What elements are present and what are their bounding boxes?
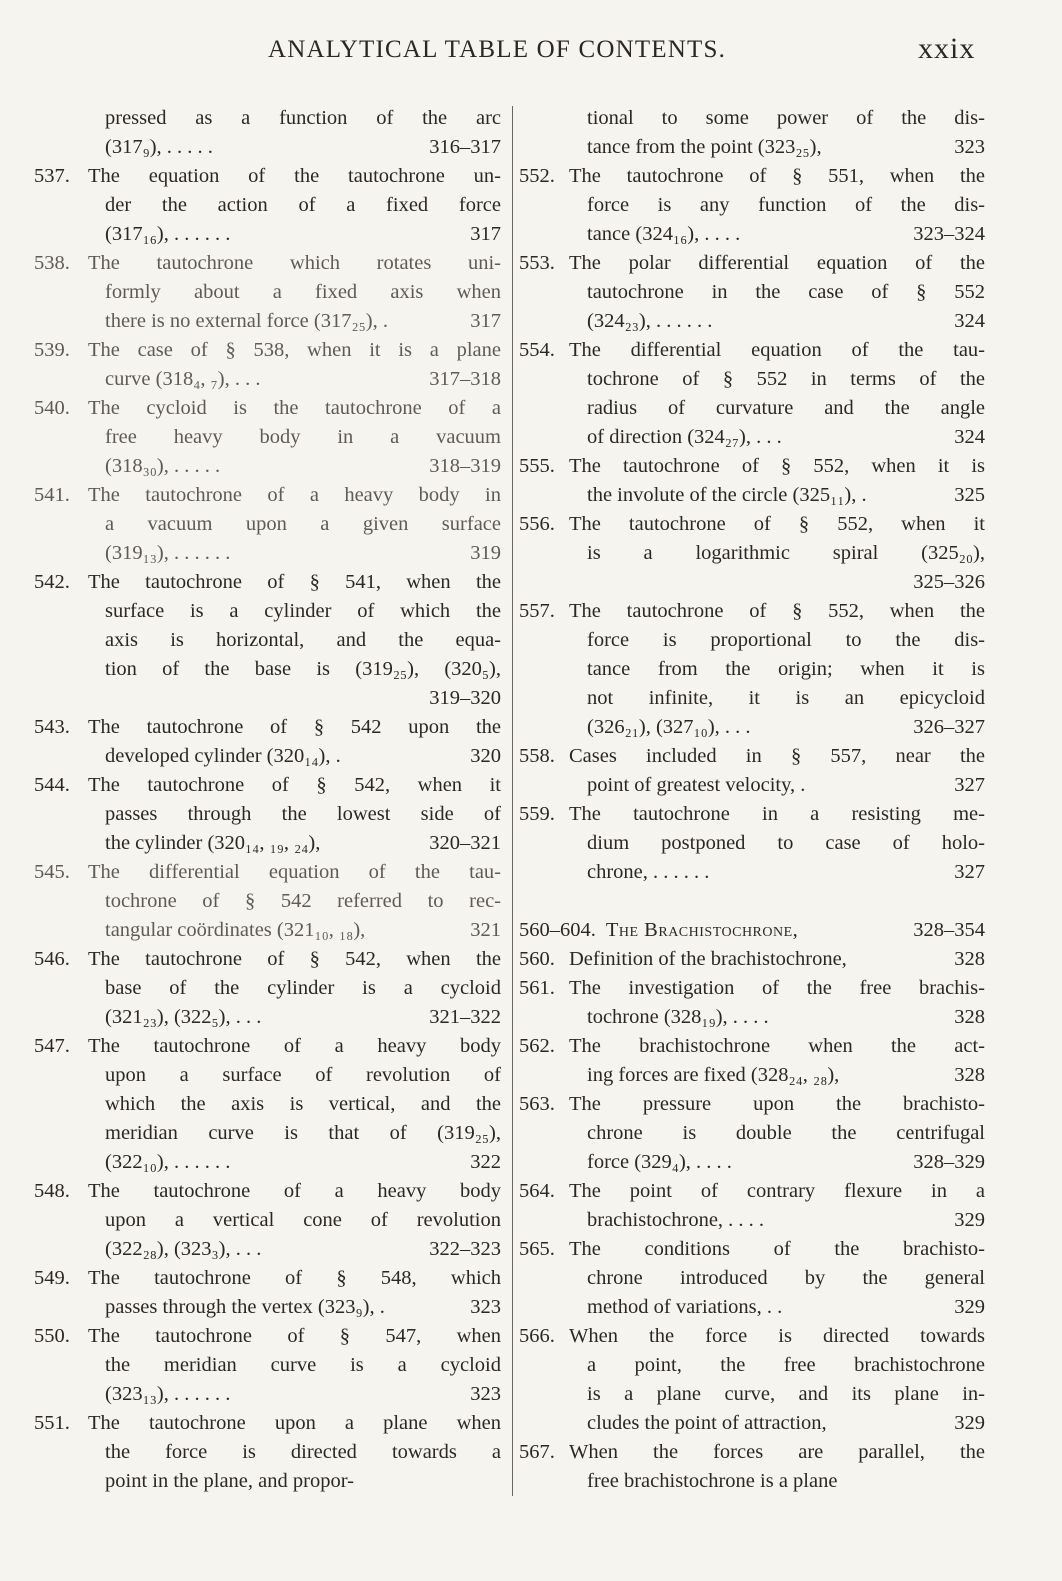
toc-entry bbox=[519, 104, 985, 162]
toc-entry bbox=[519, 916, 985, 945]
entry-number: 558. bbox=[519, 745, 555, 767]
entry-text: (323₁₃), . . . . . . bbox=[105, 1383, 231, 1405]
toc-entry bbox=[34, 713, 501, 771]
toc-entry bbox=[34, 394, 501, 481]
entry-number: 537. bbox=[34, 165, 70, 187]
page-reference: 329 bbox=[954, 1209, 985, 1231]
toc-line bbox=[519, 974, 985, 1003]
entry-text: tochrone of § 542 referred to rec- bbox=[105, 890, 501, 912]
page-reference: 328 bbox=[954, 1006, 985, 1028]
toc-line bbox=[34, 539, 501, 568]
entry-number: 560–604. bbox=[519, 919, 596, 941]
toc-line bbox=[519, 1177, 985, 1206]
toc-line bbox=[519, 191, 985, 220]
entry-number: 564. bbox=[519, 1180, 555, 1202]
right-column bbox=[519, 104, 985, 1496]
toc-line bbox=[519, 1380, 985, 1409]
toc-line bbox=[519, 1264, 985, 1293]
left-column bbox=[34, 104, 501, 1496]
page-reference: 329 bbox=[954, 1412, 985, 1434]
toc-line bbox=[34, 1148, 501, 1177]
page-reference: 324 bbox=[954, 310, 985, 332]
toc-line bbox=[519, 1090, 985, 1119]
toc-entry bbox=[519, 336, 985, 452]
entry-text: developed cylinder (320₁₄), . bbox=[105, 745, 341, 767]
toc-line bbox=[519, 1438, 985, 1467]
toc-line bbox=[519, 1061, 985, 1090]
entry-text: force (329₄), . . . . bbox=[587, 1151, 732, 1173]
toc-line bbox=[34, 307, 501, 336]
entry-number: 559. bbox=[519, 803, 555, 825]
toc-line bbox=[519, 510, 985, 539]
toc-line bbox=[34, 1467, 501, 1496]
toc-line bbox=[519, 771, 985, 800]
entry-text: the involute of the circle (325₁₁), . bbox=[587, 484, 867, 506]
toc-entry bbox=[34, 858, 501, 945]
entry-text: The tautochrone of a heavy body in bbox=[88, 484, 501, 506]
toc-line bbox=[34, 887, 501, 916]
toc-line bbox=[34, 1293, 501, 1322]
entry-number: 565. bbox=[519, 1238, 555, 1260]
toc-line bbox=[34, 800, 501, 829]
toc-entry bbox=[519, 800, 985, 887]
page-reference: 319–320 bbox=[429, 687, 501, 709]
toc-entry bbox=[519, 1235, 985, 1322]
entry-number: 546. bbox=[34, 948, 70, 970]
toc-line bbox=[519, 365, 985, 394]
entry-text: tional to some power of the dis- bbox=[587, 107, 985, 129]
toc-line bbox=[34, 1351, 501, 1380]
entry-number: 557. bbox=[519, 600, 555, 622]
toc-line bbox=[34, 394, 501, 423]
page-reference: 325 bbox=[954, 484, 985, 506]
entry-text: (322₁₀), . . . . . . bbox=[105, 1151, 231, 1173]
entry-text: chrone introduced by the general bbox=[587, 1267, 985, 1289]
toc-line bbox=[519, 713, 985, 742]
entry-text: (319₁₃), . . . . . . bbox=[105, 542, 231, 564]
toc-line bbox=[34, 1206, 501, 1235]
page-reference: 328–354 bbox=[913, 919, 985, 941]
entry-number: 544. bbox=[34, 774, 70, 796]
entry-text: The tautochrone of § 552, when it bbox=[569, 513, 985, 535]
entry-text: a point, the free brachistochrone bbox=[587, 1354, 985, 1376]
toc-entry bbox=[519, 510, 985, 597]
page-reference: 324 bbox=[954, 426, 985, 448]
toc-entry bbox=[519, 249, 985, 336]
entry-text: The tautochrone of § 542 upon the bbox=[88, 716, 501, 738]
page-reference: 323 bbox=[470, 1383, 501, 1405]
toc-line bbox=[519, 249, 985, 278]
toc-line bbox=[519, 800, 985, 829]
entry-text: The tautochrone of § 548, which bbox=[88, 1267, 501, 1289]
page-reference: 323–324 bbox=[913, 223, 985, 245]
entry-text: tion of the base is (319₂₅), (320₅), bbox=[105, 658, 501, 680]
entry-text: dium postponed to case of holo- bbox=[587, 832, 985, 854]
toc-line bbox=[519, 336, 985, 365]
section-gap bbox=[519, 887, 985, 916]
entry-text: The tautochrone of § 547, when bbox=[88, 1325, 501, 1347]
entry-text: When the force is directed towards bbox=[569, 1325, 985, 1347]
toc-line bbox=[519, 1351, 985, 1380]
entry-text: The tautochrone upon a plane when bbox=[88, 1412, 501, 1434]
toc-entry bbox=[34, 1264, 501, 1322]
entry-text: ing forces are fixed (328₂₄, ₂₈), bbox=[587, 1064, 840, 1086]
toc-entry bbox=[519, 887, 985, 916]
page-reference: 320 bbox=[470, 745, 501, 767]
entry-text: The cycloid is the tautochrone of a bbox=[88, 397, 501, 419]
entry-text: tangular coördinates (321₁₀, ₁₈), bbox=[105, 919, 366, 941]
entry-text: tochrone of § 552 in terms of the bbox=[587, 368, 985, 390]
entry-text: The pressure upon the brachisto- bbox=[569, 1093, 985, 1115]
entry-text: force is any function of the dis- bbox=[587, 194, 985, 216]
entry-text: tance (324₁₆), . . . . bbox=[587, 223, 741, 245]
page-reference: 317–318 bbox=[429, 368, 501, 390]
toc-line bbox=[519, 742, 985, 771]
toc-line bbox=[34, 133, 501, 162]
toc-entry bbox=[34, 945, 501, 1032]
page-reference: 318–319 bbox=[429, 455, 501, 477]
entry-text: surface is a cylinder of which the bbox=[105, 600, 501, 622]
toc-line bbox=[34, 742, 501, 771]
page-reference: 321 bbox=[470, 919, 501, 941]
entry-number: 539. bbox=[34, 339, 70, 361]
page-reference: 329 bbox=[954, 1296, 985, 1318]
toc-line bbox=[34, 568, 501, 597]
entry-text: tautochrone in the case of § 552 bbox=[587, 281, 985, 303]
toc-line bbox=[519, 568, 985, 597]
toc-line bbox=[34, 220, 501, 249]
entry-text: the cylinder (320₁₄, ₁₉, ₂₄), bbox=[105, 832, 321, 854]
toc-entry bbox=[519, 945, 985, 974]
entry-text: of direction (324₂₇), . . . bbox=[587, 426, 782, 448]
toc-line bbox=[34, 1322, 501, 1351]
entry-text: der the action of a fixed force bbox=[105, 194, 501, 216]
entry-number: 553. bbox=[519, 252, 555, 274]
page-reference: 317 bbox=[470, 310, 501, 332]
entry-text: point in the plane, and propor- bbox=[105, 1470, 354, 1492]
toc-line bbox=[34, 1235, 501, 1264]
toc-line bbox=[519, 1409, 985, 1438]
toc-line bbox=[34, 191, 501, 220]
toc-entry bbox=[34, 771, 501, 858]
entry-text: formly about a fixed axis when bbox=[105, 281, 501, 303]
entry-text: passes through the vertex (323₉), . bbox=[105, 1296, 385, 1318]
page-reference: 325–326 bbox=[913, 571, 985, 593]
entry-number: 543. bbox=[34, 716, 70, 738]
entry-text: The tautochrone of § 541, when the bbox=[88, 571, 501, 593]
toc-line bbox=[519, 307, 985, 336]
entry-text: The equation of the tautochrone un- bbox=[88, 165, 501, 187]
toc-line bbox=[34, 336, 501, 365]
entry-number: 548. bbox=[34, 1180, 70, 1202]
toc-line bbox=[34, 1003, 501, 1032]
toc-line bbox=[519, 394, 985, 423]
entry-text: which the axis is vertical, and the bbox=[105, 1093, 501, 1115]
toc-entry bbox=[519, 1090, 985, 1177]
toc-line bbox=[519, 1148, 985, 1177]
entry-text: pressed as a function of the arc bbox=[105, 107, 501, 129]
entry-number: 562. bbox=[519, 1035, 555, 1057]
entry-text: The tautochrone in a resisting me- bbox=[569, 803, 985, 825]
toc-entry bbox=[34, 104, 501, 162]
entry-text: The case of § 538, when it is a plane bbox=[88, 339, 501, 361]
page-reference: 323 bbox=[470, 1296, 501, 1318]
entry-text: The tautochrone of a heavy body bbox=[88, 1035, 501, 1057]
entry-text: tance from the origin; when it is bbox=[587, 658, 985, 680]
page-reference: 317 bbox=[470, 223, 501, 245]
toc-entry bbox=[34, 1177, 501, 1264]
page-reference: 322 bbox=[470, 1151, 501, 1173]
entry-text: axis is horizontal, and the equa- bbox=[105, 629, 501, 651]
entry-text: The investigation of the free brachis- bbox=[569, 977, 985, 999]
toc-line bbox=[34, 452, 501, 481]
toc-line bbox=[34, 829, 501, 858]
toc-line bbox=[519, 655, 985, 684]
entry-text: The differential equation of the tau- bbox=[88, 861, 501, 883]
toc-line bbox=[34, 597, 501, 626]
page-reference: 323 bbox=[954, 136, 985, 158]
entry-text: curve (318₄, ₇), . . . bbox=[105, 368, 261, 390]
entry-text: is a plane curve, and its plane in- bbox=[587, 1383, 985, 1405]
toc-line bbox=[519, 162, 985, 191]
toc-line bbox=[34, 278, 501, 307]
entry-text: (318₃₀), . . . . . bbox=[105, 455, 221, 477]
entry-number: 545. bbox=[34, 861, 70, 883]
toc-entry bbox=[34, 568, 501, 713]
toc-entry bbox=[519, 452, 985, 510]
page-reference: 320–321 bbox=[429, 832, 501, 854]
entry-text: the meridian curve is a cycloid bbox=[105, 1354, 501, 1376]
page-title: ANALYTICAL TABLE OF CONTENTS. bbox=[268, 36, 727, 63]
entry-text: not infinite, it is an epicycloid bbox=[587, 687, 985, 709]
toc-entry bbox=[519, 597, 985, 742]
toc-line bbox=[519, 1119, 985, 1148]
entry-text: there is no external force (317₂₅), . bbox=[105, 310, 388, 332]
entry-text: tochrone (328₁₉), . . . . bbox=[587, 1006, 769, 1028]
entry-number: 555. bbox=[519, 455, 555, 477]
entry-text: The brachistochrone when the act- bbox=[569, 1035, 985, 1057]
toc-line bbox=[519, 452, 985, 481]
entry-number: 551. bbox=[34, 1412, 70, 1434]
toc-line bbox=[519, 597, 985, 626]
toc-line bbox=[34, 771, 501, 800]
toc-entry bbox=[519, 1438, 985, 1496]
entry-number: 540. bbox=[34, 397, 70, 419]
page-reference: 316–317 bbox=[429, 136, 501, 158]
toc-line bbox=[34, 1061, 501, 1090]
toc-line bbox=[519, 626, 985, 655]
toc-line bbox=[519, 684, 985, 713]
toc-line bbox=[519, 829, 985, 858]
toc-line bbox=[34, 1119, 501, 1148]
toc-line bbox=[34, 858, 501, 887]
toc-line bbox=[519, 1293, 985, 1322]
page-reference: 319 bbox=[470, 542, 501, 564]
entry-number: 549. bbox=[34, 1267, 70, 1289]
toc-entry bbox=[34, 162, 501, 249]
toc-line bbox=[34, 162, 501, 191]
toc-line bbox=[34, 1380, 501, 1409]
toc-line bbox=[519, 481, 985, 510]
toc-entry bbox=[34, 481, 501, 568]
toc-line bbox=[34, 1409, 501, 1438]
entry-text: (317₉), . . . . . bbox=[105, 136, 213, 158]
toc-line bbox=[519, 858, 985, 887]
entry-text: (317₁₆), . . . . . . bbox=[105, 223, 231, 245]
toc-entry bbox=[519, 1322, 985, 1438]
toc-line bbox=[34, 713, 501, 742]
toc-line bbox=[519, 945, 985, 974]
entry-number: 566. bbox=[519, 1325, 555, 1347]
page-header bbox=[0, 32, 1062, 72]
toc-line bbox=[34, 249, 501, 278]
entry-number: 542. bbox=[34, 571, 70, 593]
entry-number: 550. bbox=[34, 1325, 70, 1347]
entry-text: The polar differential equation of the bbox=[569, 252, 985, 274]
toc-line bbox=[519, 104, 985, 133]
entry-text: a vacuum upon a given surface bbox=[105, 513, 501, 535]
entry-text: force is proportional to the dis- bbox=[587, 629, 985, 651]
entry-text: The tautochrone which rotates uni- bbox=[88, 252, 501, 274]
entry-text: chrone, . . . . . . bbox=[587, 861, 710, 883]
entry-text: passes through the lowest side of bbox=[105, 803, 501, 825]
entry-text: chrone is double the centrifugal bbox=[587, 1122, 985, 1144]
toc-line bbox=[34, 481, 501, 510]
entry-text: When the forces are parallel, the bbox=[569, 1441, 985, 1463]
toc-line bbox=[34, 104, 501, 133]
entry-text: (326₂₁), (327₁₀), . . . bbox=[587, 716, 751, 738]
entry-text: The tautochrone of § 552, when the bbox=[569, 600, 985, 622]
entry-text: Definition of the brachistochrone, bbox=[569, 948, 847, 970]
entry-text: upon a surface of revolution of bbox=[105, 1064, 501, 1086]
toc-entry bbox=[519, 742, 985, 800]
page-reference: 327 bbox=[954, 861, 985, 883]
toc-line bbox=[34, 1177, 501, 1206]
toc-line bbox=[519, 1003, 985, 1032]
toc-entry bbox=[519, 974, 985, 1032]
column-divider bbox=[512, 106, 513, 1496]
entry-text: free heavy body in a vacuum bbox=[105, 426, 501, 448]
entry-text: The point of contrary flexure in a bbox=[569, 1180, 985, 1202]
entry-text: tance from the point (323₂₅), bbox=[587, 136, 822, 158]
entry-text: brachistochrone, . . . . bbox=[587, 1209, 765, 1231]
toc-line bbox=[34, 510, 501, 539]
section-heading: The Brachistochrone, bbox=[605, 919, 799, 941]
toc-entry bbox=[519, 1177, 985, 1235]
entry-number: 554. bbox=[519, 339, 555, 361]
toc-line bbox=[519, 1032, 985, 1061]
entry-text: upon a vertical cone of revolution bbox=[105, 1209, 501, 1231]
toc-line bbox=[519, 1322, 985, 1351]
entry-text: The tautochrone of § 542, when it bbox=[88, 774, 501, 796]
entry-text: the force is directed towards a bbox=[105, 1441, 501, 1463]
toc-line bbox=[34, 655, 501, 684]
entry-text: meridian curve is that of (319₂₅), bbox=[105, 1122, 501, 1144]
entry-text: The conditions of the brachisto- bbox=[569, 1238, 985, 1260]
toc-line bbox=[519, 916, 985, 945]
toc-line bbox=[34, 916, 501, 945]
toc-line bbox=[34, 1438, 501, 1467]
entry-number: 567. bbox=[519, 1441, 555, 1463]
entry-number: 547. bbox=[34, 1035, 70, 1057]
entry-text: method of variations, . . bbox=[587, 1296, 783, 1318]
toc-entry bbox=[519, 162, 985, 249]
page-reference: 321–322 bbox=[429, 1006, 501, 1028]
toc-line bbox=[519, 1467, 985, 1496]
entry-text: (324₂₃), . . . . . . bbox=[587, 310, 713, 332]
entry-text: (322₂₈), (323₃), . . . bbox=[105, 1238, 262, 1260]
toc-line bbox=[34, 945, 501, 974]
toc-line bbox=[34, 1264, 501, 1293]
toc-line bbox=[519, 539, 985, 568]
toc-entry bbox=[34, 336, 501, 394]
entry-number: 538. bbox=[34, 252, 70, 274]
entry-text: The tautochrone of § 542, when the bbox=[88, 948, 501, 970]
entry-text: The tautochrone of § 552, when it is bbox=[569, 455, 985, 477]
toc-entry bbox=[34, 1409, 501, 1496]
entry-text: is a logarithmic spiral (325₂₀), bbox=[587, 542, 985, 564]
entry-number: 563. bbox=[519, 1093, 555, 1115]
toc-line bbox=[519, 133, 985, 162]
toc-line bbox=[34, 423, 501, 452]
toc-line bbox=[519, 1235, 985, 1264]
toc-line bbox=[519, 1206, 985, 1235]
entry-text: (321₂₃), (322₅), . . . bbox=[105, 1006, 262, 1028]
entry-number: 556. bbox=[519, 513, 555, 535]
entry-text: The differential equation of the tau- bbox=[569, 339, 985, 361]
page-reference: 328 bbox=[954, 948, 985, 970]
page-number: xxix bbox=[918, 32, 976, 65]
entry-text: Cases included in § 557, near the bbox=[569, 745, 985, 767]
toc-entry bbox=[519, 1032, 985, 1090]
entry-number: 561. bbox=[519, 977, 555, 999]
page-reference: 326–327 bbox=[913, 716, 985, 738]
toc-line bbox=[34, 1090, 501, 1119]
entry-text: free brachistochrone is a plane bbox=[587, 1470, 838, 1492]
toc-line bbox=[519, 423, 985, 452]
toc-line bbox=[34, 626, 501, 655]
page-reference: 322–323 bbox=[429, 1238, 501, 1260]
entry-text: cludes the point of attraction, bbox=[587, 1412, 827, 1434]
toc-line bbox=[519, 220, 985, 249]
toc-line bbox=[34, 1032, 501, 1061]
entry-number: 552. bbox=[519, 165, 555, 187]
toc-line bbox=[519, 278, 985, 307]
entry-text: radius of curvature and the angle bbox=[587, 397, 985, 419]
entry-text: The tautochrone of a heavy body bbox=[88, 1180, 501, 1202]
toc-line bbox=[34, 974, 501, 1003]
toc-entry bbox=[34, 249, 501, 336]
page-reference: 328 bbox=[954, 1064, 985, 1086]
entry-text: point of greatest velocity, . bbox=[587, 774, 806, 796]
page-reference: 327 bbox=[954, 774, 985, 796]
toc-entry bbox=[34, 1322, 501, 1409]
toc-line bbox=[34, 684, 501, 713]
toc-entry bbox=[34, 1032, 501, 1177]
toc-line bbox=[34, 365, 501, 394]
entry-number: 541. bbox=[34, 484, 70, 506]
entry-text: base of the cylinder is a cycloid bbox=[105, 977, 501, 999]
page-reference: 328–329 bbox=[913, 1151, 985, 1173]
entry-number: 560. bbox=[519, 948, 555, 970]
entry-text: The tautochrone of § 551, when the bbox=[569, 165, 985, 187]
